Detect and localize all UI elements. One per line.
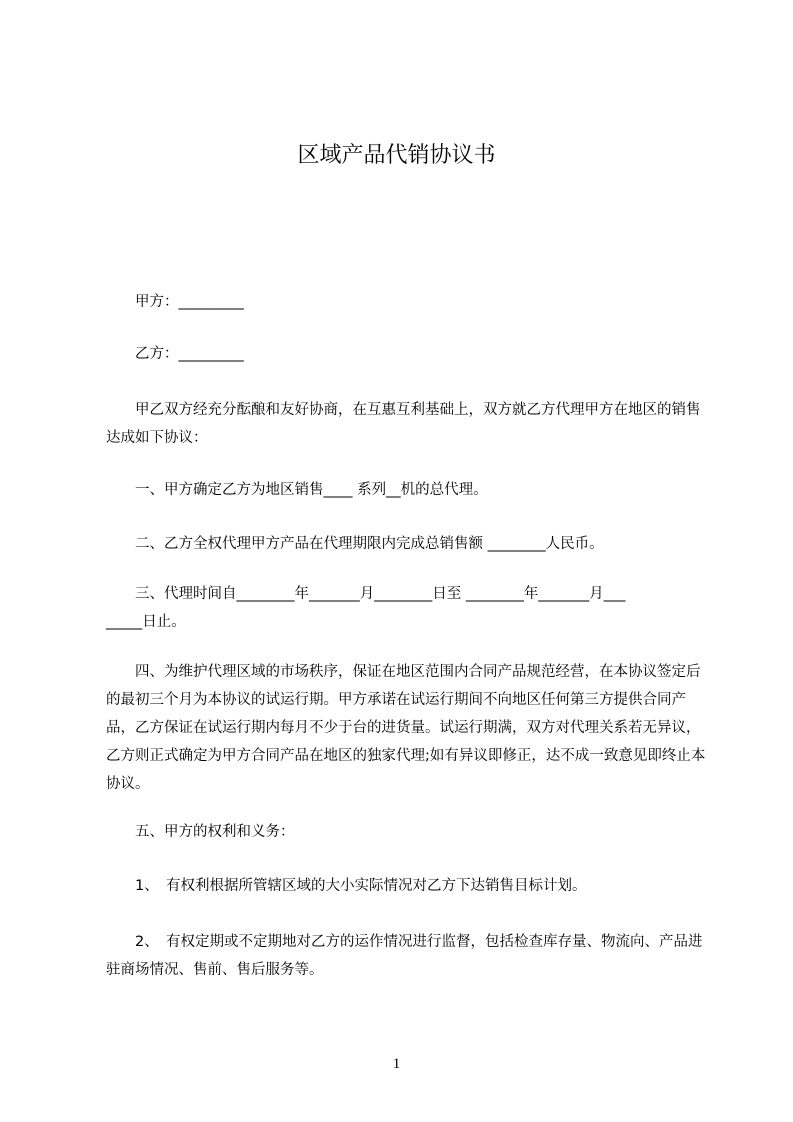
clause-5-heading: 五、甲方的权利和义务： [106,824,295,840]
page-number: 1 [392,1056,401,1072]
clause-5-item-1: 1、 有权利根据所管辖区域的大小实际情况对乙方下达销售目标计划。 [106,878,587,894]
party-b-line: 乙方：_________ [106,346,244,362]
clause-5-item-2: 2、 有权定期或不定期地对乙方的运作情况进行监督，包括检查库存量、物流向、产品进驻商场情况、售前、售后服务等。 [106,934,703,978]
clause-2: 二、乙方全权代理甲方产品在代理期限内完成总销售额 ________人民币。 [106,536,604,552]
clause-4: 四、为维护代理区域的市场秩序，保证在地区范围内合同产品规范经营，在本协议签定后的最初三个月为本协议的试运行期。甲方承诺在试运行期间不向地区任何第三方提供合同产品，乙方保证在试运行期内每月不少于台的进货量。试运行期满，双方对代理关系若无异议，乙方则正式确定为甲方合同产品在地区的独家代理;如有异议即修正，达不成一致意见即终止本协议。 [106,664,706,792]
clause-1: 一、甲方确定乙方为地区销售____ 系列__机的总代理。 [106,482,488,498]
clause-3: 三、代理时间自________年_______月________日至 ________年_______月___ _____日止。 [106,586,626,630]
document-title: 区域产品代销协议书 [297,143,496,168]
party-a-line: 甲方：_________ [106,294,244,310]
intro-paragraph: 甲乙双方经充分酝酿和友好协商，在互惠互利基础上，双方就乙方代理甲方在地区的销售达成如下协议： [106,402,701,446]
